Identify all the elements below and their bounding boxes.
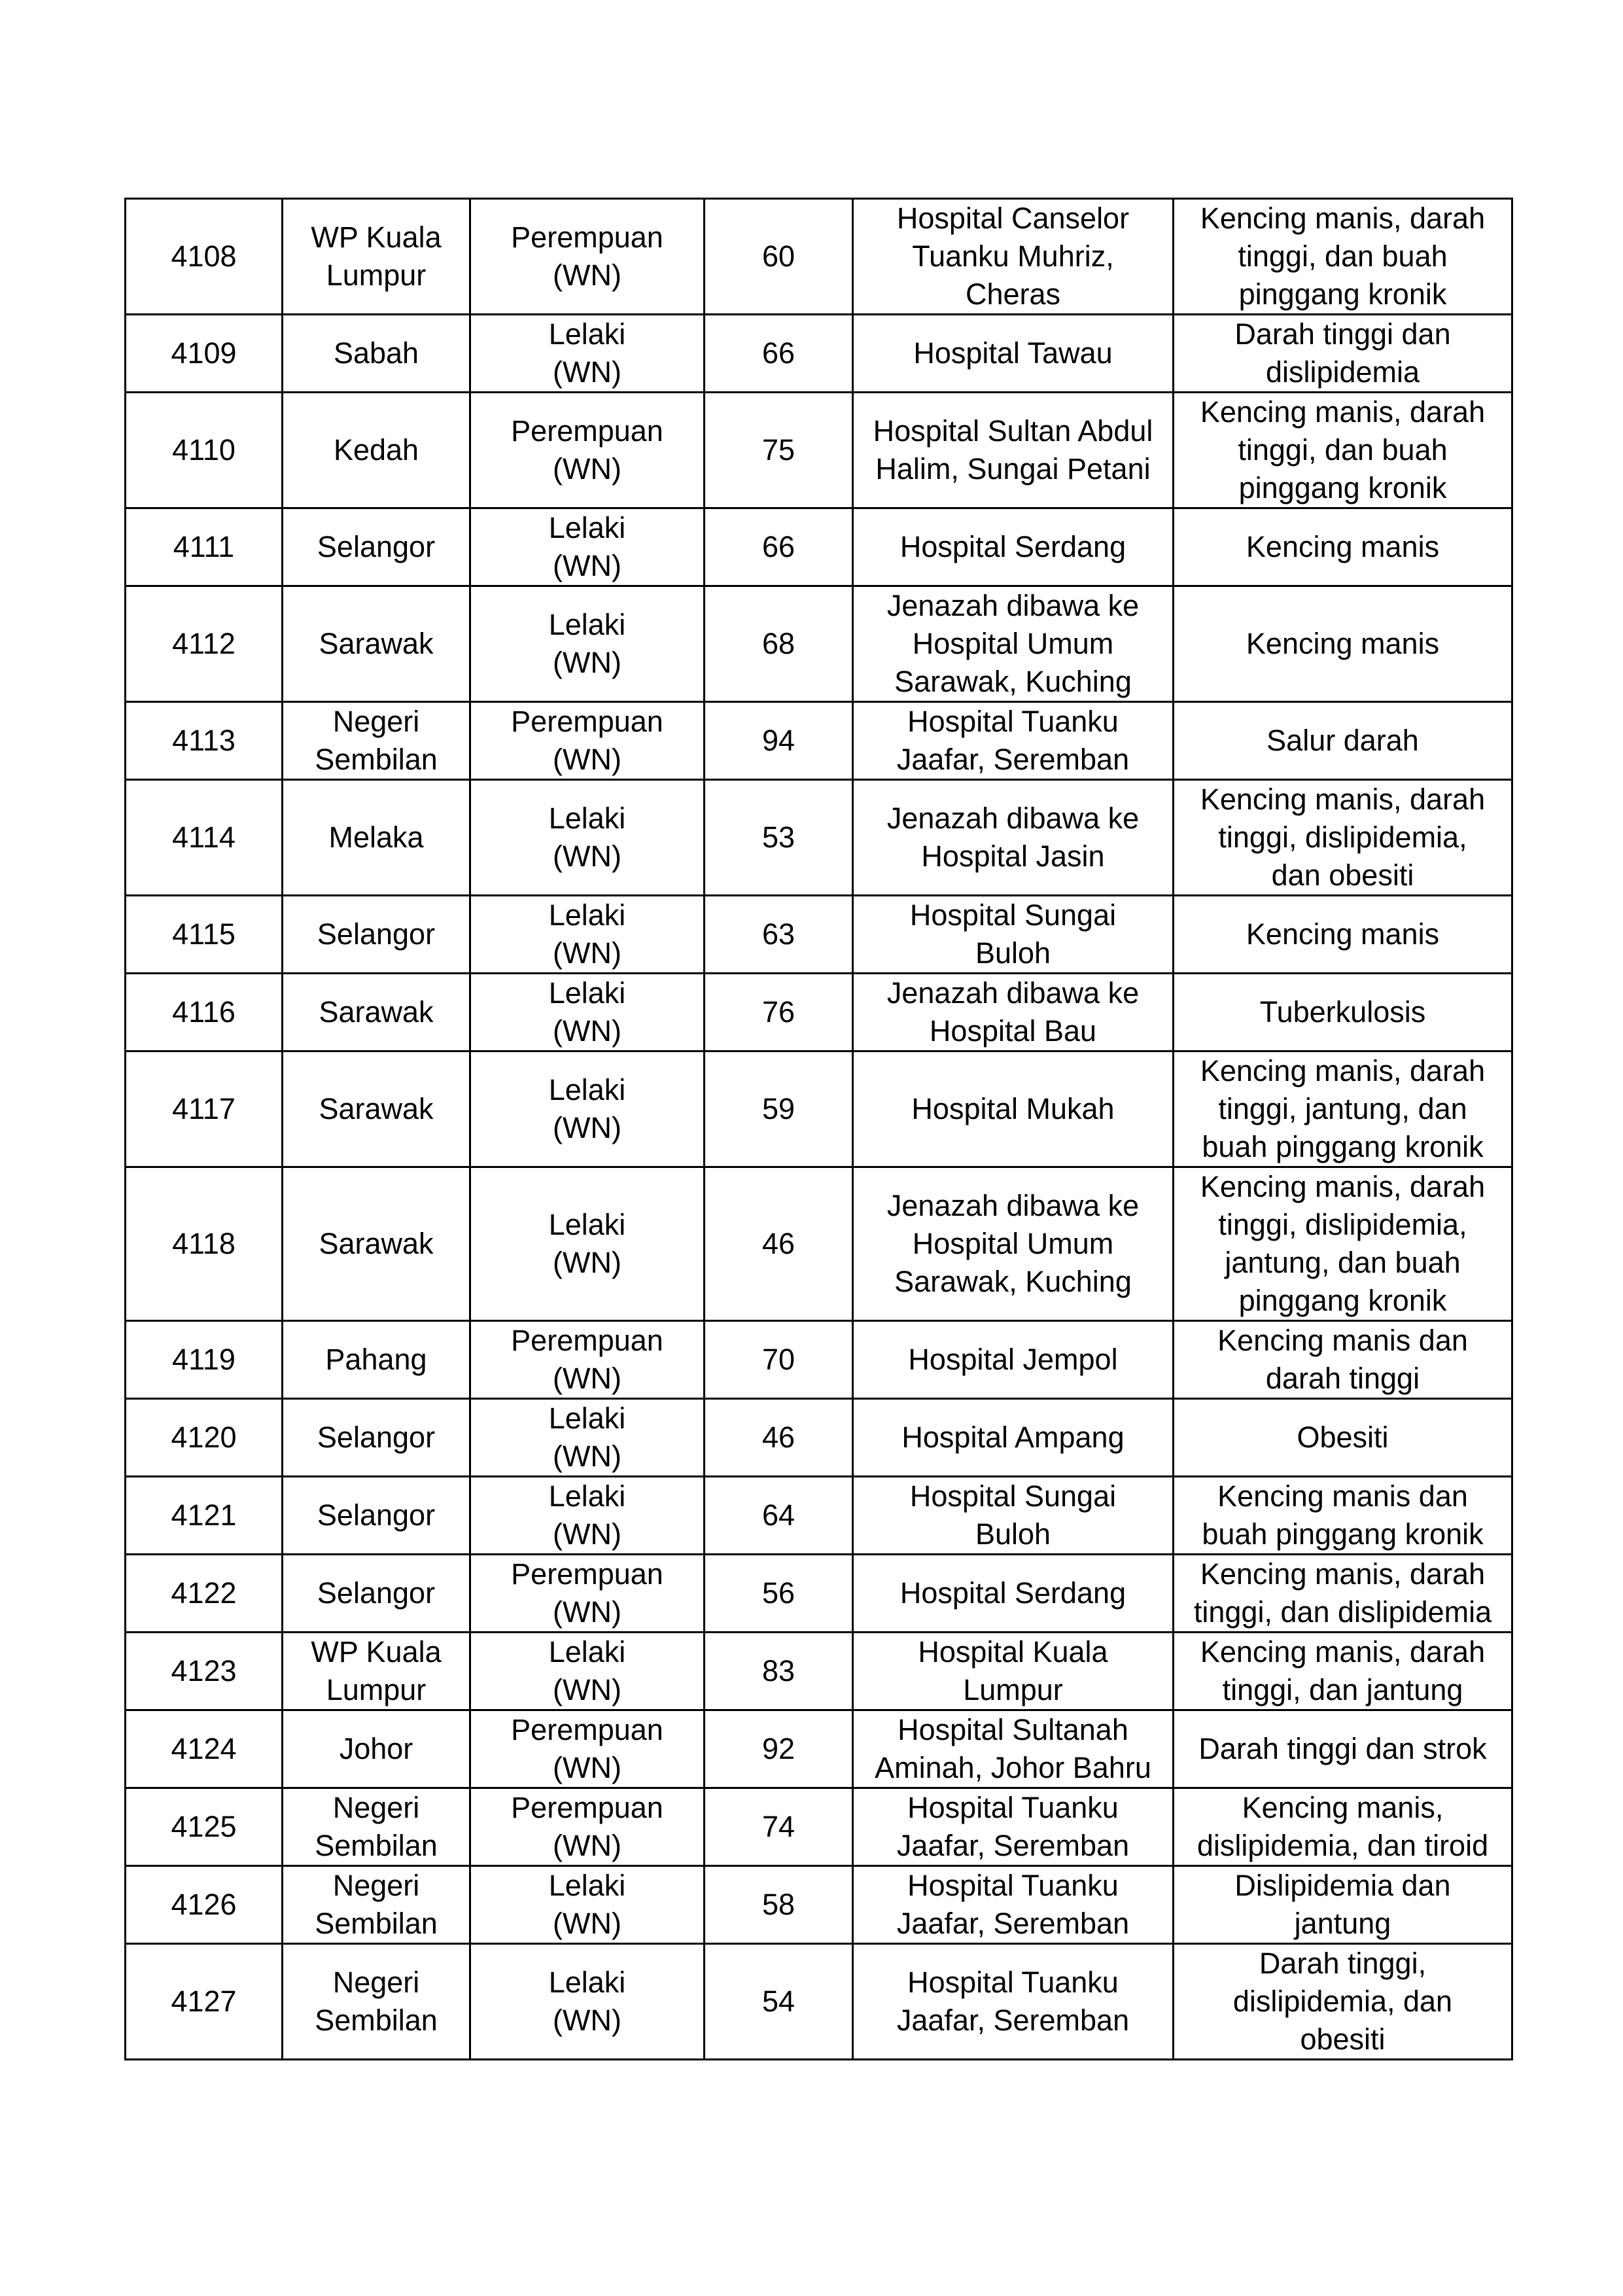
table-row bbox=[126, 508, 1512, 586]
case-number-cell: 4127 bbox=[126, 1944, 283, 2060]
gender-cell: Lelaki (WN) bbox=[470, 1477, 705, 1555]
state-cell: Sarawak bbox=[283, 1167, 470, 1321]
comorbidity-cell: Kencing manis dan darah tinggi bbox=[1174, 1321, 1512, 1399]
comorbidity-cell: Kencing manis bbox=[1174, 508, 1512, 586]
case-number-cell: 4122 bbox=[126, 1555, 283, 1633]
gender-cell: Perempuan (WN) bbox=[470, 702, 705, 780]
state-cell: WP Kuala Lumpur bbox=[283, 199, 470, 315]
table-row bbox=[126, 1788, 1512, 1866]
age-cell: 59 bbox=[705, 1051, 853, 1167]
gender-cell: Lelaki (WN) bbox=[470, 1167, 705, 1321]
age-cell: 83 bbox=[705, 1633, 853, 1710]
table-row bbox=[126, 1710, 1512, 1788]
age-cell: 53 bbox=[705, 780, 853, 896]
age-cell: 92 bbox=[705, 1710, 853, 1788]
case-number-cell: 4123 bbox=[126, 1633, 283, 1710]
table-row bbox=[126, 702, 1512, 780]
hospital-cell: Hospital Jempol bbox=[853, 1321, 1174, 1399]
table-row bbox=[126, 974, 1512, 1051]
age-cell: 56 bbox=[705, 1555, 853, 1633]
gender-cell: Lelaki (WN) bbox=[470, 1866, 705, 1944]
table-row bbox=[126, 393, 1512, 508]
age-cell: 58 bbox=[705, 1866, 853, 1944]
case-number-cell: 4125 bbox=[126, 1788, 283, 1866]
state-cell: Sarawak bbox=[283, 1051, 470, 1167]
gender-cell: Lelaki (WN) bbox=[470, 896, 705, 974]
age-cell: 64 bbox=[705, 1477, 853, 1555]
comorbidity-cell: Kencing manis, darah tinggi, dan dislipidemia bbox=[1174, 1555, 1512, 1633]
gender-cell: Perempuan (WN) bbox=[470, 1321, 705, 1399]
hospital-cell: Jenazah dibawa ke Hospital Umum Sarawak, Kuching bbox=[853, 1167, 1174, 1321]
state-cell: Selangor bbox=[283, 1477, 470, 1555]
age-cell: 75 bbox=[705, 393, 853, 508]
state-cell: Selangor bbox=[283, 508, 470, 586]
hospital-cell: Hospital Tuanku Jaafar, Seremban bbox=[853, 1944, 1174, 2060]
state-cell: Negeri Sembilan bbox=[283, 1944, 470, 2060]
case-number-cell: 4119 bbox=[126, 1321, 283, 1399]
state-cell: Selangor bbox=[283, 896, 470, 974]
gender-cell: Perempuan (WN) bbox=[470, 199, 705, 315]
comorbidity-cell: Kencing manis bbox=[1174, 896, 1512, 974]
gender-cell: Lelaki (WN) bbox=[470, 974, 705, 1051]
comorbidity-cell: Kencing manis, darah tinggi, dan buah pinggang kronik bbox=[1174, 393, 1512, 508]
comorbidity-cell: Kencing manis, darah tinggi, dislipidemia, dan obesiti bbox=[1174, 780, 1512, 896]
table-row bbox=[126, 1866, 1512, 1944]
age-cell: 63 bbox=[705, 896, 853, 974]
gender-cell: Lelaki (WN) bbox=[470, 780, 705, 896]
table-row bbox=[126, 1477, 1512, 1555]
case-number-cell: 4115 bbox=[126, 896, 283, 974]
comorbidity-cell: Kencing manis dan buah pinggang kronik bbox=[1174, 1477, 1512, 1555]
hospital-cell: Hospital Serdang bbox=[853, 1555, 1174, 1633]
case-number-cell: 4111 bbox=[126, 508, 283, 586]
hospital-cell: Hospital Kuala Lumpur bbox=[853, 1633, 1174, 1710]
state-cell: Negeri Sembilan bbox=[283, 702, 470, 780]
state-cell: Kedah bbox=[283, 393, 470, 508]
case-number-cell: 4114 bbox=[126, 780, 283, 896]
state-cell: Negeri Sembilan bbox=[283, 1788, 470, 1866]
age-cell: 60 bbox=[705, 199, 853, 315]
case-number-cell: 4118 bbox=[126, 1167, 283, 1321]
table-row bbox=[126, 199, 1512, 315]
age-cell: 66 bbox=[705, 508, 853, 586]
table-row bbox=[126, 586, 1512, 702]
state-cell: Pahang bbox=[283, 1321, 470, 1399]
comorbidity-cell: Darah tinggi dan dislipidemia bbox=[1174, 315, 1512, 393]
gender-cell: Lelaki (WN) bbox=[470, 315, 705, 393]
death-cases-table bbox=[124, 198, 1513, 2060]
gender-cell: Lelaki (WN) bbox=[470, 1944, 705, 2060]
comorbidity-cell: Kencing manis, darah tinggi, dan buah pinggang kronik bbox=[1174, 199, 1512, 315]
case-number-cell: 4116 bbox=[126, 974, 283, 1051]
age-cell: 74 bbox=[705, 1788, 853, 1866]
state-cell: Melaka bbox=[283, 780, 470, 896]
table-row bbox=[126, 1321, 1512, 1399]
hospital-cell: Hospital Ampang bbox=[853, 1399, 1174, 1477]
gender-cell: Lelaki (WN) bbox=[470, 1051, 705, 1167]
case-number-cell: 4117 bbox=[126, 1051, 283, 1167]
table-row bbox=[126, 1399, 1512, 1477]
age-cell: 94 bbox=[705, 702, 853, 780]
table-row bbox=[126, 1051, 1512, 1167]
comorbidity-cell: Kencing manis bbox=[1174, 586, 1512, 702]
gender-cell: Lelaki (WN) bbox=[470, 1633, 705, 1710]
gender-cell: Perempuan (WN) bbox=[470, 1555, 705, 1633]
gender-cell: Perempuan (WN) bbox=[470, 1788, 705, 1866]
state-cell: Sarawak bbox=[283, 974, 470, 1051]
state-cell: Selangor bbox=[283, 1399, 470, 1477]
age-cell: 54 bbox=[705, 1944, 853, 2060]
comorbidity-cell: Darah tinggi, dislipidemia, dan obesiti bbox=[1174, 1944, 1512, 2060]
comorbidity-cell: Kencing manis, darah tinggi, dislipidemia, jantung, dan buah pinggang kronik bbox=[1174, 1167, 1512, 1321]
comorbidity-cell: Tuberkulosis bbox=[1174, 974, 1512, 1051]
gender-cell: Lelaki (WN) bbox=[470, 1399, 705, 1477]
comorbidity-cell: Salur darah bbox=[1174, 702, 1512, 780]
hospital-cell: Hospital Sungai Buloh bbox=[853, 1477, 1174, 1555]
comorbidity-cell: Kencing manis, dislipidemia, dan tiroid bbox=[1174, 1788, 1512, 1866]
age-cell: 68 bbox=[705, 586, 853, 702]
comorbidity-cell: Obesiti bbox=[1174, 1399, 1512, 1477]
case-number-cell: 4108 bbox=[126, 199, 283, 315]
table-row bbox=[126, 1167, 1512, 1321]
state-cell: Negeri Sembilan bbox=[283, 1866, 470, 1944]
hospital-cell: Jenazah dibawa ke Hospital Jasin bbox=[853, 780, 1174, 896]
table-row bbox=[126, 1944, 1512, 2060]
table-body bbox=[126, 199, 1512, 2060]
table-row bbox=[126, 896, 1512, 974]
state-cell: WP Kuala Lumpur bbox=[283, 1633, 470, 1710]
age-cell: 66 bbox=[705, 315, 853, 393]
case-number-cell: 4120 bbox=[126, 1399, 283, 1477]
table-row bbox=[126, 780, 1512, 896]
state-cell: Johor bbox=[283, 1710, 470, 1788]
hospital-cell: Hospital Sultan Abdul Halim, Sungai Petani bbox=[853, 393, 1174, 508]
comorbidity-cell: Kencing manis, darah tinggi, jantung, dan buah pinggang kronik bbox=[1174, 1051, 1512, 1167]
gender-cell: Lelaki (WN) bbox=[470, 508, 705, 586]
table-row bbox=[126, 1633, 1512, 1710]
age-cell: 46 bbox=[705, 1167, 853, 1321]
hospital-cell: Hospital Tawau bbox=[853, 315, 1174, 393]
case-number-cell: 4110 bbox=[126, 393, 283, 508]
state-cell: Selangor bbox=[283, 1555, 470, 1633]
age-cell: 46 bbox=[705, 1399, 853, 1477]
case-number-cell: 4112 bbox=[126, 586, 283, 702]
case-number-cell: 4121 bbox=[126, 1477, 283, 1555]
table-row bbox=[126, 315, 1512, 393]
hospital-cell: Hospital Mukah bbox=[853, 1051, 1174, 1167]
hospital-cell: Jenazah dibawa ke Hospital Umum Sarawak, Kuching bbox=[853, 586, 1174, 702]
comorbidity-cell: Darah tinggi dan strok bbox=[1174, 1710, 1512, 1788]
case-number-cell: 4126 bbox=[126, 1866, 283, 1944]
case-number-cell: 4124 bbox=[126, 1710, 283, 1788]
gender-cell: Perempuan (WN) bbox=[470, 393, 705, 508]
comorbidity-cell: Kencing manis, darah tinggi, dan jantung bbox=[1174, 1633, 1512, 1710]
hospital-cell: Hospital Sungai Buloh bbox=[853, 896, 1174, 974]
age-cell: 70 bbox=[705, 1321, 853, 1399]
gender-cell: Lelaki (WN) bbox=[470, 586, 705, 702]
hospital-cell: Hospital Tuanku Jaafar, Seremban bbox=[853, 702, 1174, 780]
hospital-cell: Hospital Canselor Tuanku Muhriz, Cheras bbox=[853, 199, 1174, 315]
case-number-cell: 4109 bbox=[126, 315, 283, 393]
case-number-cell: 4113 bbox=[126, 702, 283, 780]
comorbidity-cell: Dislipidemia dan jantung bbox=[1174, 1866, 1512, 1944]
hospital-cell: Hospital Tuanku Jaafar, Seremban bbox=[853, 1866, 1174, 1944]
hospital-cell: Jenazah dibawa ke Hospital Bau bbox=[853, 974, 1174, 1051]
hospital-cell: Hospital Sultanah Aminah, Johor Bahru bbox=[853, 1710, 1174, 1788]
gender-cell: Perempuan (WN) bbox=[470, 1710, 705, 1788]
hospital-cell: Hospital Tuanku Jaafar, Seremban bbox=[853, 1788, 1174, 1866]
age-cell: 76 bbox=[705, 974, 853, 1051]
hospital-cell: Hospital Serdang bbox=[853, 508, 1174, 586]
table-row bbox=[126, 1555, 1512, 1633]
state-cell: Sarawak bbox=[283, 586, 470, 702]
state-cell: Sabah bbox=[283, 315, 470, 393]
